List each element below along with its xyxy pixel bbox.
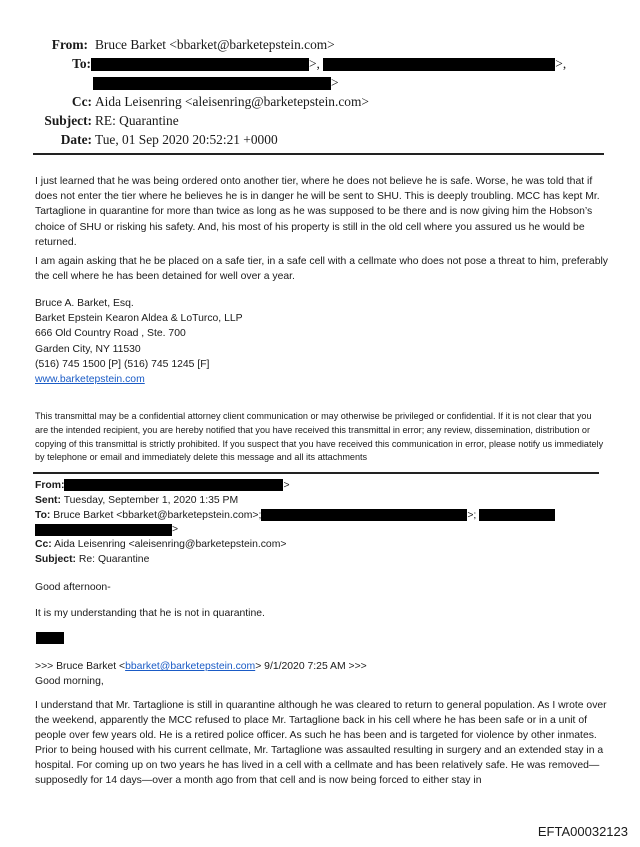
quoted-subject-label: Subject: (35, 553, 76, 565)
redaction-block (36, 632, 64, 644)
website-link[interactable]: www.barketepstein.com (35, 373, 145, 385)
quoted-to-value: Bruce Barket <bbarket@barketepstein.com>; (53, 509, 262, 521)
subject-value: RE: Quarantine (95, 113, 179, 128)
confidentiality-disclaimer: This transmittal may be a confidential attorney client communication or may otherwise be privileged or confidential. If it is not clear that you are the intended recipient, you are hereby notified that you have received this transmittal in error; any review, dissemination, distribution or copying of this transmittal is strictly prohibited. If you suspect that you have received this communication in error, please notify us immediately by telephone or email and immediately delete this message and all its attachments (35, 411, 604, 463)
header-from-row (0, 36, 640, 55)
quoted-from-row (35, 479, 615, 494)
to-separator: > (331, 75, 339, 90)
cc-label: Cc: (71, 94, 92, 109)
quoted-to-row (35, 509, 615, 524)
to-label: To: (72, 56, 91, 71)
quoted-cc-value: Aida Leisenring <aleisenring@barketepstein.com> (54, 539, 287, 551)
body-paragraph-1: I just learned that he was being ordered onto another tier, where he does not believe he is safe. Worse, he was told that if does not enter the tier where he believes he is in danger he will be sent to SHU. This is deeply troubling. MCC has kept Mr. Tartaglione in quarantine for more than twice as long as he was supposed to be there and is now giving him the Hobson’s choice of SHU or risking his safety. And, his most of his property is still in the old cell where you assured us he would be returned. (35, 176, 600, 248)
header-subject-row (0, 112, 640, 131)
quoted-sent-row (35, 494, 615, 509)
redaction-block (323, 58, 555, 71)
body-paragraph-2: I am again asking that he be placed on a safe tier, in a safe cell with a cellmate who does not pose a threat to him, preferably the cell where he has been detained for well over a year. (35, 256, 608, 283)
bates-number: EFTA00032123 (537, 824, 628, 839)
redaction-block (93, 77, 331, 90)
redaction-block (479, 509, 555, 521)
quoted-sent-value: Tuesday, September 1, 2020 1:35 PM (63, 494, 239, 506)
quoted-header (35, 479, 615, 568)
from-label: From: (51, 37, 88, 52)
subject-label: Subject: (44, 113, 92, 128)
from-value: Bruce Barket <bbarket@barketepstein.com> (95, 37, 335, 52)
quoted-to-separator: >; (467, 509, 477, 521)
quoted-cc-label: Cc: (35, 539, 52, 551)
signature-block (35, 296, 610, 387)
to-separator: >, (555, 56, 567, 71)
to-separator: >, (309, 56, 320, 71)
forwarded-email-link[interactable]: bbarket@barketepstein.com (125, 661, 256, 672)
forwarded-suffix: > 9/1/2020 7:25 AM >>> (255, 661, 367, 672)
header-to-row-continued (0, 74, 640, 93)
forwarded-paragraph: I understand that Mr. Tartaglione is still in quarantine although he was cleared to return to general population. As I wrote over the weekend, apparently the MCC refused to place Mr. Tartaglione back in his cell where he has been safe or in a unit of people over few years old. He is a retired police officer. As such he has been and is targeted for violence by other inmates. Prior to being housed with his current cellmate, Mr. Tartaglione was assaulted resulting in surgery and an extended stay in a hospital. For coming up on two years he has lived in a cell with a cellmate and has been relatively safe. He was removed—supposedly for 14 days—over a month ago from that cell and is now being forced to either stay in (35, 700, 607, 786)
header-to-row (0, 55, 640, 74)
quoted-to-label: To: (35, 509, 51, 521)
quoted-line: It is my understanding that he is not in quarantine. (35, 608, 265, 619)
quoted-sent-label: Sent: (35, 494, 61, 506)
quoted-divider (33, 472, 599, 474)
redaction-block (91, 58, 309, 71)
quoted-from-label: From: (35, 480, 65, 491)
quoted-subject-value: Re: Quarantine (78, 553, 150, 565)
header-divider (33, 153, 604, 155)
redaction-block (64, 479, 283, 491)
signature-address-1: 666 Old Country Road , Ste. 700 (35, 328, 186, 340)
redaction-block (35, 524, 172, 536)
header-cc-row (0, 93, 640, 112)
quoted-subject-row (35, 553, 615, 568)
quoted-cc-row (35, 538, 615, 553)
date-label: Date: (60, 132, 92, 147)
quoted-greeting: Good afternoon- (35, 582, 111, 593)
forwarded-header (35, 659, 610, 689)
redaction-block (261, 509, 467, 521)
signature-firm: Barket Epstein Kearon Aldea & LoTurco, LLP (35, 313, 243, 325)
forwarded-prefix: >>> Bruce Barket < (35, 661, 126, 672)
header-date-row (0, 131, 640, 150)
signature-name: Bruce A. Barket, Esq. (35, 298, 134, 309)
quoted-to-row-continued (35, 523, 615, 538)
signature-phone: (516) 745 1500 [P] (516) 745 1245 [F] (35, 358, 210, 370)
quoted-to-end: > (172, 524, 179, 536)
signature-address-2: Garden City, NY 11530 (35, 343, 141, 355)
date-value: Tue, 01 Sep 2020 20:52:21 +0000 (95, 132, 278, 147)
cc-value: Aida Leisenring <aleisenring@barketepstein.com> (95, 94, 369, 109)
quoted-from-end: > (283, 480, 290, 491)
forwarded-greeting: Good morning, (35, 676, 104, 688)
email-header (0, 36, 640, 150)
